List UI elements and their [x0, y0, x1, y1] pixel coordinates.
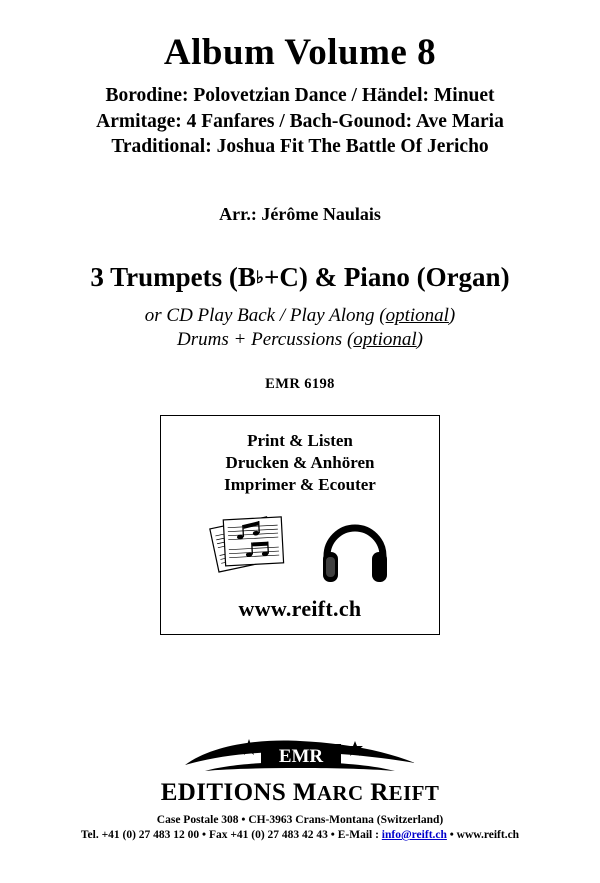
emr-logo-svg: [175, 735, 425, 781]
title-block: [0, 34, 600, 160]
publisher-address: Case Postale 308 • CH-3963 Crans-Montana (Switzerland): [156, 814, 444, 826]
playback-options: [0, 304, 600, 353]
contact-suffix: • www.reift.ch: [446, 829, 520, 841]
flat-symbol: ♭: [255, 268, 264, 288]
contact-prefix: Tel. +41 (0) 27 483 12 00 • Fax +41 (0) 27 483 42 43 • E-Mail :: [80, 829, 382, 841]
score-cover-page: [0, 34, 600, 883]
publisher-name-marc: MARC: [292, 779, 364, 806]
listen-line: Drucken & Anhören: [225, 453, 375, 473]
listen-graphic-svg: [195, 504, 405, 590]
playback-line: Drums + Percussions (optional): [177, 329, 423, 351]
composer-line: Borodine: Polovetzian Dance / Händel: Minuet: [105, 84, 495, 106]
headphones-icon: [323, 528, 387, 582]
print-and-listen-box: [160, 415, 440, 634]
publisher-name-editions: EDITIONS: [160, 779, 287, 806]
emr-logo: [0, 735, 600, 781]
catalog-number: EMR 6198: [265, 376, 335, 393]
instrumentation-post: +C) & Piano (Organ): [263, 262, 510, 293]
svg-text:EMR: EMR: [278, 746, 324, 767]
listen-graphic: [161, 504, 439, 590]
publisher-block: [0, 735, 600, 841]
publisher-contact: [0, 829, 600, 841]
website-url[interactable]: www.reift.ch: [238, 595, 362, 621]
arranger-credit: Arr.: Jérôme Naulais: [219, 204, 381, 225]
composer-line: Traditional: Joshua Fit The Battle Of Jericho: [111, 136, 489, 158]
email-link[interactable]: info@reift.ch: [381, 829, 447, 841]
instrumentation: [0, 263, 600, 293]
instrumentation-pre: 3 Trumpets (B: [90, 262, 256, 293]
composer-line: Armitage: 4 Fanfares / Bach-Gounod: Ave Maria: [96, 110, 504, 132]
listen-line: Print & Listen: [247, 431, 353, 451]
publisher-name-reift: REIFT: [370, 779, 440, 806]
sheet-music-icon: [210, 517, 284, 572]
playback-line: or CD Play Back / Play Along (optional): [144, 304, 456, 326]
listen-line: Imprimer & Ecouter: [224, 474, 376, 494]
page-title: Album Volume 8: [163, 32, 437, 73]
composer-list: [0, 83, 600, 160]
publisher-name: [0, 779, 600, 807]
